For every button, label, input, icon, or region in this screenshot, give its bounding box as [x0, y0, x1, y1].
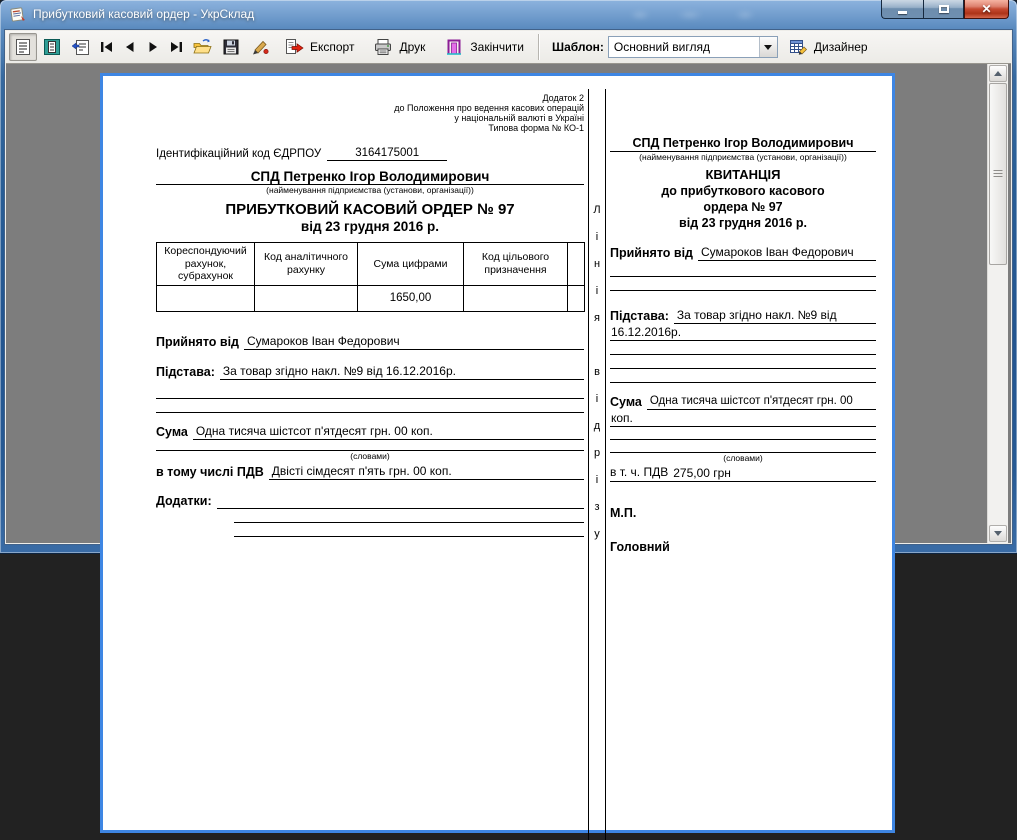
receipt-vat-row — [610, 465, 876, 482]
brush-icon — [250, 37, 270, 57]
document-page — [100, 73, 895, 833]
open-button[interactable] — [188, 33, 216, 61]
scroll-down-button[interactable] — [989, 525, 1007, 542]
template-select[interactable] — [608, 36, 778, 58]
words-caption: (словами) — [350, 450, 390, 461]
table-cell — [255, 285, 358, 311]
export-label: Експорт — [310, 40, 355, 54]
vertical-scrollbar[interactable] — [987, 64, 1008, 543]
sum-label: Сума — [156, 424, 188, 439]
view-page-width-button[interactable] — [38, 33, 66, 61]
cut-line-char: і — [595, 231, 599, 243]
receipt-title-line: ордера № 97 — [703, 200, 783, 214]
print-label: Друк — [399, 40, 426, 54]
table-header-cell: Код аналітичного рахунку — [255, 243, 358, 286]
cut-line-char: і — [595, 393, 599, 405]
receipt-basis-value-cont: 16.12.2016р. — [610, 324, 876, 341]
stamp-label: М.П. — [610, 506, 637, 520]
nav-next-button[interactable] — [142, 33, 164, 61]
blank-line — [610, 269, 876, 277]
page-setup-button[interactable] — [246, 33, 274, 61]
designer-button[interactable] — [779, 33, 877, 61]
receipt-sum-value-cont: коп. — [610, 410, 876, 427]
basis-label: Підстава: — [156, 364, 215, 379]
app-icon — [9, 6, 26, 23]
receipt-title-line: від 23 грудня 2016 р. — [679, 216, 807, 230]
scroll-up-button[interactable] — [989, 65, 1007, 82]
receipt-received-label: Прийнято від — [610, 246, 693, 260]
next-page-icon — [144, 38, 162, 56]
order-date: від 23 грудня 2016 р. — [300, 219, 440, 234]
cut-line-char: я — [594, 312, 600, 324]
scrollbar-thumb[interactable] — [989, 83, 1007, 265]
cut-line-char: з — [594, 501, 600, 513]
table-header-cell: Код цільового призначення — [464, 243, 568, 286]
order-table — [156, 242, 585, 312]
edrpou-value: 3164175001 — [327, 146, 447, 161]
scroll-up-icon — [994, 71, 1002, 76]
printer-icon — [373, 37, 393, 57]
table-header-cell: Сума цифрами — [358, 243, 464, 286]
cut-line-char: у — [594, 528, 600, 540]
order-form — [156, 76, 584, 537]
edrpou-label: Ідентифікаційний код ЄДРПОУ — [156, 148, 322, 160]
toolbar-separator — [538, 34, 539, 60]
receipt-sum-value: Одна тисяча шістсот п'ятдесят грн. 00 — [647, 394, 876, 410]
cut-line-char: і — [595, 285, 599, 297]
vat-label: в тому числі ПДВ — [156, 464, 264, 479]
blank-line — [610, 374, 876, 383]
company-caption: (найменування підприємства (установи, організації)) — [266, 185, 474, 195]
maximize-icon — [939, 5, 949, 13]
table-cell — [464, 285, 568, 311]
received-from-label: Прийнято від — [156, 334, 239, 349]
window-title: Прибутковий касовий ордер - УкрСклад — [33, 7, 255, 21]
appendix-note: Додаток 2 до Положення про ведення касових операцій у національній валюті в Україні Типова форма № КО-1 — [394, 93, 584, 133]
close-button[interactable] — [964, 0, 1009, 19]
blank-line — [156, 404, 584, 413]
receipt-basis-value: За товар згідно накл. №9 від — [674, 308, 876, 324]
receipt-company-name: СПД Петренко Ігор Володимирович — [610, 136, 876, 152]
table-data-row — [157, 285, 585, 311]
page-width-icon — [42, 37, 62, 57]
receipt-sum-row — [610, 394, 876, 410]
cut-line-char: Л — [593, 204, 601, 216]
title-bar[interactable] — [0, 0, 1017, 29]
nav-prev-button[interactable] — [119, 33, 141, 61]
vat-row — [156, 464, 584, 480]
exit-door-icon — [444, 37, 464, 57]
attachments-value — [217, 508, 584, 509]
blank-line — [610, 360, 876, 369]
receipt-title: КВИТАНЦІЯ — [705, 167, 781, 182]
designer-label: Дизайнер — [813, 40, 868, 54]
table-header-row — [157, 243, 585, 286]
designer-icon — [788, 37, 808, 57]
chevron-down-icon — [764, 45, 772, 50]
export-icon — [284, 37, 304, 57]
attachments-label: Додатки: — [156, 493, 212, 508]
combo-dropdown-button[interactable] — [759, 37, 777, 57]
receipt-title-line: до прибуткового касового — [661, 184, 825, 198]
template-label: Шаблон: — [552, 40, 604, 54]
nav-first-button[interactable] — [96, 33, 118, 61]
finish-button[interactable] — [435, 33, 533, 61]
background-window-ghost — [615, 9, 815, 21]
whole-page-icon — [13, 37, 33, 57]
receipt-form — [610, 76, 876, 554]
print-button[interactable] — [364, 33, 434, 61]
attachments-row — [156, 494, 584, 509]
receipt-vat-value: 275,00 грн — [673, 466, 731, 480]
sum-row — [156, 424, 584, 440]
order-title: ПРИБУТКОВИЙ КАСОВИЙ ОРДЕР № 97 — [225, 201, 515, 218]
previous-page-icon — [121, 38, 139, 56]
maximize-button[interactable] — [923, 0, 964, 19]
client-area — [4, 29, 1013, 554]
receipt-words-caption: (словами) — [723, 453, 763, 463]
cut-line — [588, 89, 606, 840]
received-from-row — [156, 334, 584, 350]
blank-line — [156, 390, 584, 399]
cut-line-char: в — [594, 366, 600, 378]
vat-value: Двісті сімдесят п'ять грн. 00 коп. — [269, 464, 584, 480]
table-header-cell: Кореспондуючий рахунок, субрахунок — [157, 243, 255, 286]
receipt-basis-row — [610, 308, 876, 324]
scrollbar-grip — [994, 170, 1003, 178]
blank-line — [610, 431, 876, 440]
received-from-value: Сумароков Іван Федорович — [244, 334, 584, 350]
cut-line-char: н — [593, 258, 601, 270]
receipt-received-value: Сумароков Іван Федорович — [698, 245, 876, 261]
blank-line — [610, 444, 876, 453]
save-button[interactable] — [217, 33, 245, 61]
receipt-company-caption: (найменування підприємства (установи, організації)) — [639, 152, 847, 162]
table-cell-sum: 1650,00 — [358, 285, 464, 311]
template-selected-value: Основний вигляд — [613, 40, 710, 54]
open-folder-icon — [192, 37, 212, 57]
minimize-button[interactable] — [881, 0, 923, 19]
chief-label: Головний — [610, 540, 670, 554]
receipt-sum-label: Сума — [610, 395, 642, 409]
toolbar — [6, 31, 1011, 63]
basis-row — [156, 364, 584, 380]
receipt-basis-label: Підстава: — [610, 309, 669, 323]
blank-line — [234, 521, 584, 523]
scroll-down-icon — [994, 531, 1002, 536]
cut-line-char: д — [593, 420, 601, 432]
first-page-icon — [98, 38, 116, 56]
edrpou-row — [156, 146, 584, 161]
blank-line — [610, 346, 876, 355]
blank-line — [234, 535, 584, 537]
export-button[interactable] — [275, 33, 363, 61]
blank-line — [156, 443, 584, 451]
table-cell — [157, 285, 255, 311]
minimize-icon — [898, 11, 907, 14]
cut-line-char: р — [593, 447, 601, 459]
basis-value: За товар згідно накл. №9 від 16.12.2016р. — [220, 364, 584, 380]
cut-line-char: і — [595, 474, 599, 486]
sum-value: Одна тисяча шістсот п'ятдесят грн. 00 коп. — [193, 424, 584, 440]
page-zoom-icon — [71, 37, 91, 57]
view-zoom-button[interactable] — [67, 33, 95, 61]
last-page-icon — [167, 38, 185, 56]
preview-area — [6, 63, 1011, 554]
window-controls — [881, 0, 1009, 19]
nav-last-button[interactable] — [165, 33, 187, 61]
view-whole-page-button[interactable] — [9, 33, 37, 61]
receipt-received-row — [610, 245, 876, 261]
finish-label: Закінчити — [470, 40, 525, 54]
save-floppy-icon — [221, 37, 241, 57]
company-name: СПД Петренко Ігор Володимирович — [156, 170, 584, 185]
table-header-cell — [568, 243, 585, 286]
close-icon: ✕ — [981, 2, 992, 16]
table-cell — [568, 285, 585, 311]
blank-line — [610, 283, 876, 291]
receipt-vat-label: в т. ч. ПДВ — [610, 465, 669, 479]
